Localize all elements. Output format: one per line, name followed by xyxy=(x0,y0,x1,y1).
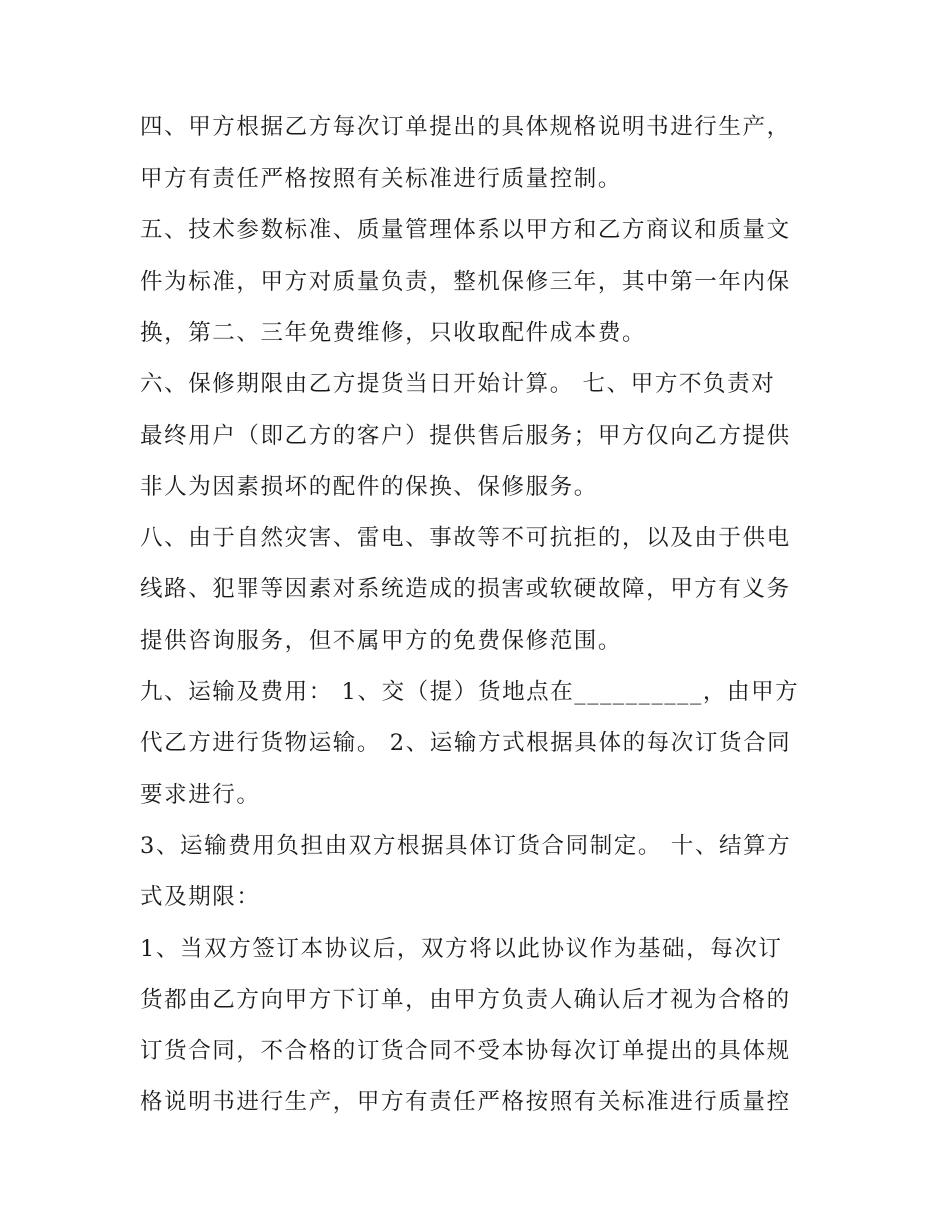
text-line: 最终用户（即乙方的客户）提供售后服务；甲方仅向乙方提供 xyxy=(140,423,791,449)
text-line: 件为标准，甲方对质量负责，整机保修三年，其中第一年内保 xyxy=(140,269,791,295)
text-line: 九、运输及费用： 1、交（提）货地点在__________，由甲方 xyxy=(140,679,800,705)
text-line: 换，第二、三年免费维修，只收取配件成本费。 xyxy=(140,320,647,346)
text-line: 订货合同，不合格的订货合同不受本协每次订单提出的具体规 xyxy=(140,1038,791,1064)
text-line: 1、当双方签订本协议后，双方将以此协议作为基础，每次订 xyxy=(140,936,783,962)
text-line: 提供咨询服务，但不属甲方的免费保修范围。 xyxy=(140,628,623,654)
text-line: 要求进行。 xyxy=(140,782,261,808)
text-line: 五、技术参数标准、质量管理体系以甲方和乙方商议和质量文 xyxy=(140,217,791,243)
text-line: 格说明书进行生产，甲方有责任严格按照有关标准进行质量控 xyxy=(140,1089,791,1115)
text-line: 六、保修期限由乙方提货当日开始计算。 七、甲方不负责对 xyxy=(140,371,776,397)
text-line: 3、运输费用负担由双方根据具体订货合同制定。 十、结算方 xyxy=(140,833,792,859)
text-line: 四、甲方根据乙方每次订单提出的具体规格说明书进行生产， xyxy=(140,114,791,140)
text-line: 货都由乙方向甲方下订单，由甲方负责人确认后才视为合格的 xyxy=(140,987,791,1013)
text-line: 线路、犯罪等因素对系统造成的损害或软硬故障，甲方有义务 xyxy=(140,576,791,602)
text-line: 非人为因素损坏的配件的保换、保修服务。 xyxy=(140,474,598,500)
text-line: 式及期限： xyxy=(140,884,261,910)
text-line: 代乙方进行货物运输。 2、运输方式根据具体的每次订货合同 xyxy=(140,730,792,756)
text-line: 八、由于自然灾害、雷电、事故等不可抗拒的，以及由于供电 xyxy=(140,525,791,551)
text-line: 甲方有责任严格按照有关标准进行质量控制。 xyxy=(140,166,623,192)
